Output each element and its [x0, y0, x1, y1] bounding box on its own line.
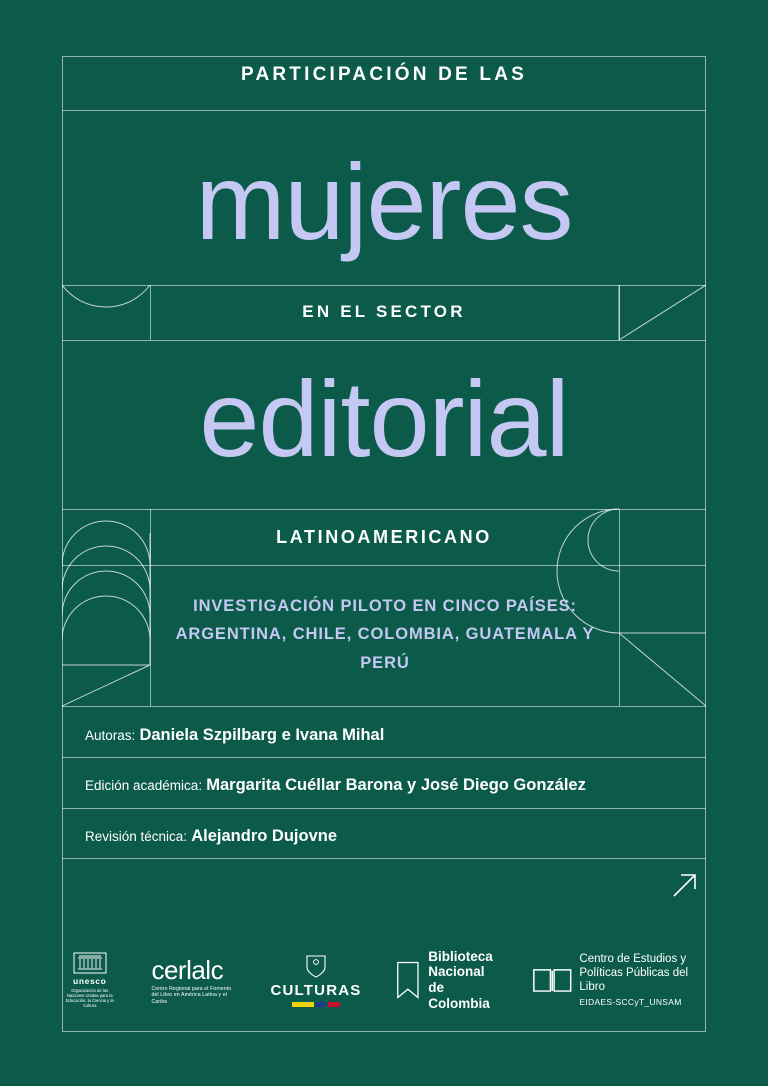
logo-unesco	[62, 952, 117, 1008]
logo-culturas	[270, 953, 361, 1007]
cover-word-mujeres: mujeres	[195, 141, 573, 262]
unesco-temple-icon	[73, 952, 107, 974]
logo-row	[62, 940, 706, 1020]
credit-authors	[85, 726, 384, 745]
cover-word-editorial: editorial	[199, 358, 569, 479]
credit-academic-editing-value: Margarita Cuéllar Barona y José Diego González	[206, 776, 586, 794]
credit-academic-editing-label: Edición académica:	[85, 778, 203, 793]
cover-band-en-el-sector: EN EL SECTOR	[302, 302, 466, 321]
rule-below-sector	[62, 340, 706, 341]
credit-technical-review-value: Alejandro Dujovne	[191, 827, 338, 845]
biblioteca-nacional-wordmark: Biblioteca Nacional de Colombia	[428, 948, 493, 1011]
rule-credit-1	[62, 757, 706, 758]
centro-estudios-subtitle: EIDAES-SCCyT_UNSAM	[579, 996, 682, 1007]
credit-academic-editing	[85, 776, 586, 795]
credit-authors-label: Autoras:	[85, 728, 136, 743]
cerlalc-wordmark: cerlalc	[151, 954, 224, 985]
unesco-wordmark: unesco	[73, 975, 107, 986]
rule-below-latino	[62, 565, 706, 566]
cover-eyebrow-title: PARTICIPACIÓN DE LAS	[240, 64, 528, 85]
centro-estudios-wordmark: Centro de Estudios y Políticas Públicas del Libro	[579, 953, 689, 993]
rule-credit-2	[62, 808, 706, 809]
rule-above-credits	[62, 706, 706, 707]
rule-above-latino	[62, 509, 706, 510]
logo-centro-estudios	[532, 953, 706, 1006]
colombia-shield-icon	[303, 953, 329, 979]
unesco-tagline: Organización de las Naciones Unidas para la Educación, la Ciencia y la Cultura	[65, 987, 114, 1009]
open-book-icon	[532, 964, 573, 996]
rule-under-title-top	[62, 110, 706, 111]
logo-cerlalc	[151, 955, 236, 1006]
bookmark-icon	[395, 959, 421, 1001]
logo-biblioteca-nacional	[395, 949, 497, 1011]
cover-band-latinoamericano: LATINOAMERICANO	[276, 527, 492, 547]
colombia-flag-bar-icon	[292, 1002, 340, 1007]
credit-authors-value: Daniela Szpilbarg e Ivana Mihal	[139, 726, 385, 744]
credit-technical-review-label: Revisión técnica:	[85, 829, 188, 844]
rule-credit-3	[62, 858, 706, 859]
credit-technical-review	[85, 827, 337, 846]
cerlalc-tagline: Centro Regional para el Fomento del Libro en América Latina y el Caribe	[151, 985, 232, 1005]
cover-subtitle: INVESTIGACIÓN PILOTO EN CINCO PAÍSES: ARGENTINA, CHILE, COLOMBIA, GUATEMALA Y PERÚ	[175, 597, 595, 672]
culturas-wordmark: CULTURAS	[270, 982, 362, 999]
rule-above-sector	[62, 285, 706, 286]
